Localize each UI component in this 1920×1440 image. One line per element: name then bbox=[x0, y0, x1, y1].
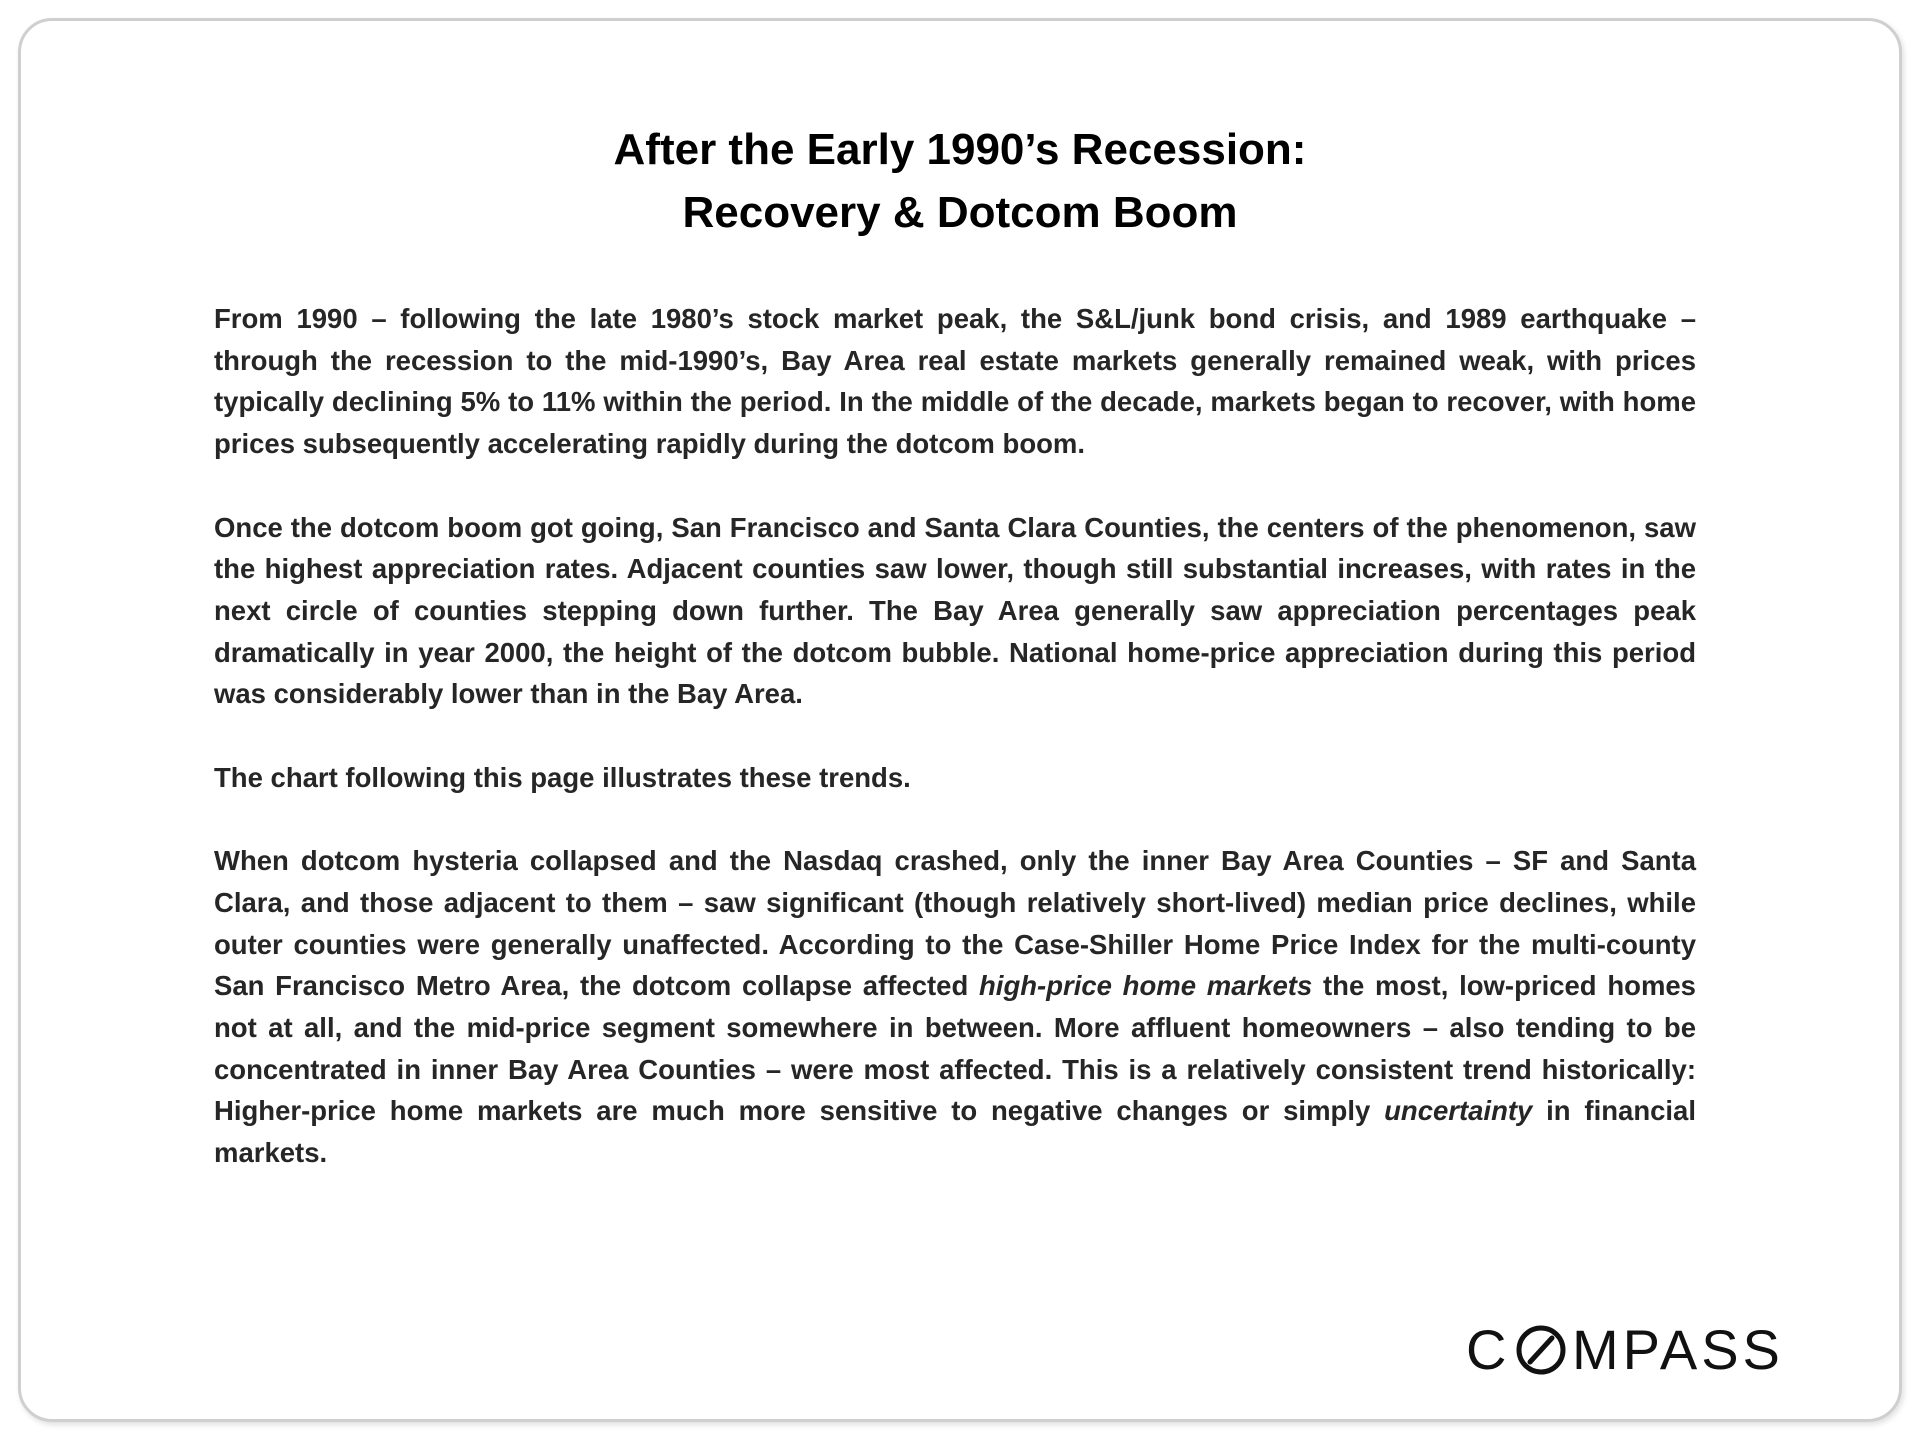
paragraph-4-emphasis-1: high-price home markets bbox=[979, 970, 1313, 1002]
paragraph-4-emphasis-2: uncertainty bbox=[1384, 1095, 1533, 1127]
paragraph-4-part-3: in financial markets. bbox=[214, 1095, 1696, 1169]
compass-logo-letters: MPASS bbox=[1572, 1322, 1784, 1378]
compass-logo-letter-c: C bbox=[1466, 1322, 1513, 1378]
page-title-line-2: Recovery & Dotcom Boom bbox=[682, 188, 1238, 237]
compass-logo-o-icon bbox=[1519, 1328, 1563, 1372]
page-title bbox=[0, 118, 1920, 244]
compass-logo bbox=[1466, 1322, 1816, 1378]
body-text bbox=[214, 298, 1696, 1174]
page-title-line-1: After the Early 1990’s Recession: bbox=[613, 125, 1307, 174]
paragraph-4-part-1: When dotcom hysteria collapsed and the Nasdaq crashed, only the inner Bay Area Counties – SF and Santa Clara, and those adjacent to them – saw significant (though relatively short-lived) median price declines, while outer counties were generally unaffected. According to the Case-Shiller Home Price Index for the multi-county San Francisco Metro Area, the dotcom collapse affected bbox=[214, 845, 1696, 1002]
paragraph-4 bbox=[214, 840, 1696, 1174]
paragraph-3: The chart following this page illustrates these trends. bbox=[214, 761, 911, 793]
paragraph-2: Once the dotcom boom got going, San Francisco and Santa Clara Counties, the centers of the phenomenon, saw the highest appreciation rates. Adjacent counties saw lower, though still substantial increases, with rates in the next circle of counties stepping down further. The Bay Area generally saw appreciation percentages peak dramatically in year 2000, the height of the dotcom bubble. National home-price appreciation during this period was considerably lower than in the Bay Area. bbox=[214, 511, 1696, 710]
paragraph-1: From 1990 – following the late 1980’s stock market peak, the S&L/junk bond crisis, and 1989 earthquake – through the recession to the mid-1990’s, Bay Area real estate markets generally remained weak, with prices typically declining 5% to 11% within the period. In the middle of the decade, markets began to recover, with home prices subsequently accelerating rapidly during the dotcom boom. bbox=[214, 303, 1696, 460]
paragraph-4-part-2: the most, low-priced homes not at all, and the mid-price segment somewhere in between. More affluent homeowners – also tending to be concentrated in inner Bay Area Counties – were most affected. This is a relatively consistent trend historically: Higher-price home markets are much more sensitive to negative changes or simply bbox=[214, 970, 1696, 1127]
